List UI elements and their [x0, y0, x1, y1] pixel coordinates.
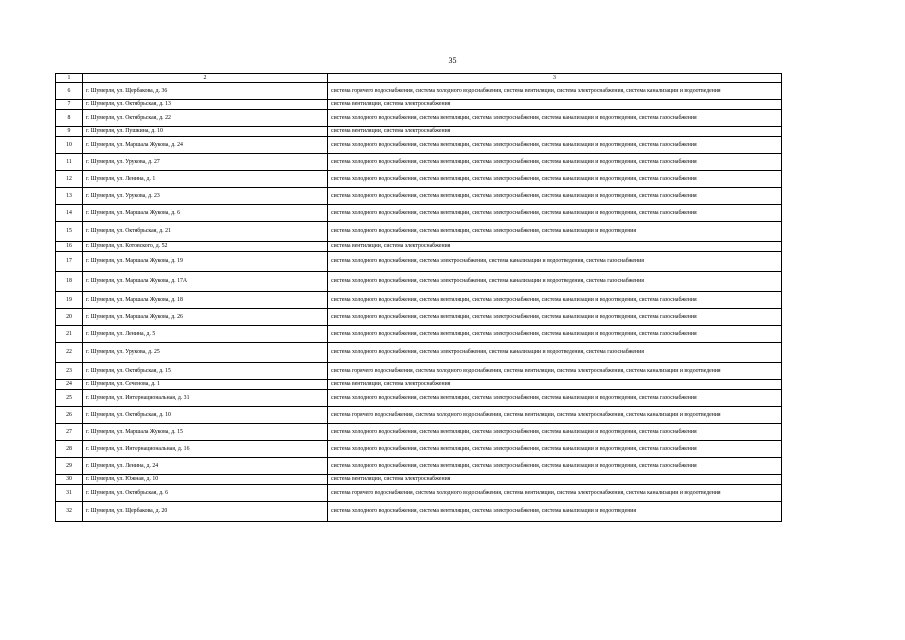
systems-cell: система вентиляции, система электроснабжения: [328, 127, 782, 137]
address-cell: г. Шумерля, ул. Интернациональная, д. 31: [83, 390, 328, 407]
column-header-3: 3: [328, 74, 782, 83]
row-number-cell: 8: [56, 110, 83, 127]
address-cell: г. Шумерля, ул. Октябрьская, д. 21: [83, 222, 328, 242]
address-cell: г. Шумерля, ул. Урукова, д. 25: [83, 343, 328, 363]
systems-cell: система холодного водоснабжения, система вентиляции, система электроснабжения, система канализации и водоотведения, система газоснабжения: [328, 309, 782, 326]
table-row: [56, 343, 782, 363]
systems-cell: система вентиляции, система электроснабжения: [328, 242, 782, 252]
row-number-cell: 17: [56, 252, 83, 272]
address-cell: г. Шумерля, ул. Октябрьская, д. 13: [83, 100, 328, 110]
table-row: [56, 380, 782, 390]
systems-cell: система горячего водоснабжения, система холодного водоснабжения, система вентиляции, система электроснабжения, система канализации и водоотведения: [328, 407, 782, 424]
systems-cell: система холодного водоснабжения, система вентиляции, система электроснабжения, система канализации и водоотведения: [328, 222, 782, 242]
column-header-1: 1: [56, 74, 83, 83]
row-number-cell: 9: [56, 127, 83, 137]
address-cell: г. Шумерля, ул. Ленина, д. 1: [83, 171, 328, 188]
row-number-cell: 31: [56, 485, 83, 502]
systems-cell: система горячего водоснабжения, система холодного водоснабжения, система вентиляции, система электроснабжения, система канализации и водоотведения: [328, 83, 782, 100]
systems-cell: система холодного водоснабжения, система электроснабжения, система канализации и водоотведения, система газоснабжения: [328, 272, 782, 292]
table-row: [56, 485, 782, 502]
row-number-cell: 19: [56, 292, 83, 309]
row-number-cell: 20: [56, 309, 83, 326]
address-cell: г. Шумерля, ул. Маршала Жукова, д. 6: [83, 205, 328, 222]
table-row: [56, 242, 782, 252]
table-row: [56, 137, 782, 154]
systems-cell: система горячего водоснабжения, система холодного водоснабжения, система вентиляции, система электроснабжения, система канализации и водоотведения: [328, 485, 782, 502]
row-number-cell: 7: [56, 100, 83, 110]
table-row: [56, 390, 782, 407]
row-number-cell: 11: [56, 154, 83, 171]
address-cell: г. Шумерля, ул. Маршала Жукова, д. 15: [83, 424, 328, 441]
table-row: [56, 441, 782, 458]
address-cell: г. Шумерля, ул. Маршала Жукова, д. 19: [83, 252, 328, 272]
address-cell: г. Шумерля, ул. Пушкина, д. 10: [83, 127, 328, 137]
systems-cell: система холодного водоснабжения, система вентиляции, система электроснабжения, система канализации и водоотведения, система газоснабжения: [328, 326, 782, 343]
table-row: [56, 424, 782, 441]
table-row: [56, 154, 782, 171]
table-row: [56, 252, 782, 272]
buildings-table: [55, 73, 782, 522]
row-number-cell: 25: [56, 390, 83, 407]
row-number-cell: 15: [56, 222, 83, 242]
address-cell: г. Шумерля, ул. Октябрьская, д. 15: [83, 363, 328, 380]
table-row: [56, 363, 782, 380]
table-row: [56, 502, 782, 522]
table-row: [56, 458, 782, 475]
row-number-cell: 6: [56, 83, 83, 100]
systems-cell: система холодного водоснабжения, система вентиляции, система электроснабжения, система канализации и водоотведения, система газоснабжения: [328, 188, 782, 205]
systems-cell: система холодного водоснабжения, система вентиляции, система электроснабжения, система канализации и водоотведения: [328, 502, 782, 522]
address-cell: г. Шумерля, ул. Ленина, д. 24: [83, 458, 328, 475]
table-header-row: [56, 74, 782, 83]
systems-cell: система холодного водоснабжения, система вентиляции, система электроснабжения, система канализации и водоотведения, система газоснабжения: [328, 205, 782, 222]
systems-cell: система холодного водоснабжения, система вентиляции, система электроснабжения, система канализации и водоотведения, система газоснабжения: [328, 110, 782, 127]
table-row: [56, 127, 782, 137]
row-number-cell: 10: [56, 137, 83, 154]
address-cell: г. Шумерля, ул. Сеченова, д. 1: [83, 380, 328, 390]
systems-cell: система вентиляции, система электроснабжения: [328, 100, 782, 110]
table-row: [56, 407, 782, 424]
address-cell: г. Шумерля, ул. Маршала Жукова, д. 26: [83, 309, 328, 326]
row-number-cell: 16: [56, 242, 83, 252]
table-body: [56, 74, 782, 522]
table-row: [56, 475, 782, 485]
address-cell: г. Шумерля, ул. Ленина, д. 5: [83, 326, 328, 343]
systems-cell: система вентиляции, система электроснабжения: [328, 380, 782, 390]
systems-cell: система холодного водоснабжения, система вентиляции, система электроснабжения, система канализации и водоотведения, система газоснабжения: [328, 137, 782, 154]
page-number: 35: [448, 56, 457, 65]
table-row: [56, 205, 782, 222]
row-number-cell: 28: [56, 441, 83, 458]
systems-cell: система холодного водоснабжения, система вентиляции, система электроснабжения, система канализации и водоотведения, система газоснабжения: [328, 292, 782, 309]
row-number-cell: 18: [56, 272, 83, 292]
row-number-cell: 30: [56, 475, 83, 485]
row-number-cell: 14: [56, 205, 83, 222]
systems-cell: система холодного водоснабжения, система вентиляции, система электроснабжения, система канализации и водоотведения, система газоснабжения: [328, 390, 782, 407]
row-number-cell: 29: [56, 458, 83, 475]
table-row: [56, 83, 782, 100]
systems-cell: система холодного водоснабжения, система вентиляции, система электроснабжения, система канализации и водоотведения, система газоснабжения: [328, 154, 782, 171]
address-cell: г. Шумерля, ул. Урукова, д. 23: [83, 188, 328, 205]
row-number-cell: 23: [56, 363, 83, 380]
table-row: [56, 110, 782, 127]
systems-cell: система холодного водоснабжения, система вентиляции, система электроснабжения, система канализации и водоотведения, система газоснабжения: [328, 424, 782, 441]
table-row: [56, 292, 782, 309]
systems-cell: система холодного водоснабжения, система вентиляции, система электроснабжения, система канализации и водоотведения, система газоснабжения: [328, 441, 782, 458]
row-number-cell: 32: [56, 502, 83, 522]
address-cell: г. Шумерля, ул. Щербакова, д. 36: [83, 83, 328, 100]
table-row: [56, 100, 782, 110]
table-row: [56, 272, 782, 292]
systems-cell: система холодного водоснабжения, система электроснабжения, система канализации и водоотведения, система газоснабжения: [328, 343, 782, 363]
address-cell: г. Шумерля, ул. Котовского, д. 52: [83, 242, 328, 252]
systems-cell: система холодного водоснабжения, система вентиляции, система электроснабжения, система канализации и водоотведения, система газоснабжения: [328, 458, 782, 475]
address-cell: г. Шумерля, ул. Интернациональная, д. 16: [83, 441, 328, 458]
column-header-2: 2: [83, 74, 328, 83]
address-cell: г. Шумерля, ул. Октябрьская, д. 10: [83, 407, 328, 424]
table-row: [56, 309, 782, 326]
table-row: [56, 171, 782, 188]
address-cell: г. Шумерля, ул. Южная, д. 10: [83, 475, 328, 485]
systems-cell: система вентиляции, система электроснабжения: [328, 475, 782, 485]
address-cell: г. Шумерля, ул. Маршала Жукова, д. 24: [83, 137, 328, 154]
address-cell: г. Шумерля, ул. Маршала Жукова, д. 18: [83, 292, 328, 309]
table-row: [56, 326, 782, 343]
address-cell: г. Шумерля, ул. Маршала Жукова, д. 17А: [83, 272, 328, 292]
address-cell: г. Шумерля, ул. Щербакова, д. 20: [83, 502, 328, 522]
systems-cell: система холодного водоснабжения, система электроснабжения, система канализации и водоотведения, система газоснабжения: [328, 252, 782, 272]
row-number-cell: 21: [56, 326, 83, 343]
row-number-cell: 26: [56, 407, 83, 424]
row-number-cell: 27: [56, 424, 83, 441]
address-cell: г. Шумерля, ул. Октябрьская, д. 22: [83, 110, 328, 127]
row-number-cell: 24: [56, 380, 83, 390]
row-number-cell: 22: [56, 343, 83, 363]
systems-cell: система холодного водоснабжения, система вентиляции, система электроснабжения, система канализации и водоотведения, система газоснабжения: [328, 171, 782, 188]
systems-cell: система горячего водоснабжения, система холодного водоснабжения, система вентиляции, система электроснабжения, система канализации и водоотведения: [328, 363, 782, 380]
address-cell: г. Шумерля, ул. Урукова, д. 27: [83, 154, 328, 171]
table-row: [56, 222, 782, 242]
row-number-cell: 12: [56, 171, 83, 188]
table-row: [56, 188, 782, 205]
row-number-cell: 13: [56, 188, 83, 205]
address-cell: г. Шумерля, ул. Октябрьская, д. 6: [83, 485, 328, 502]
